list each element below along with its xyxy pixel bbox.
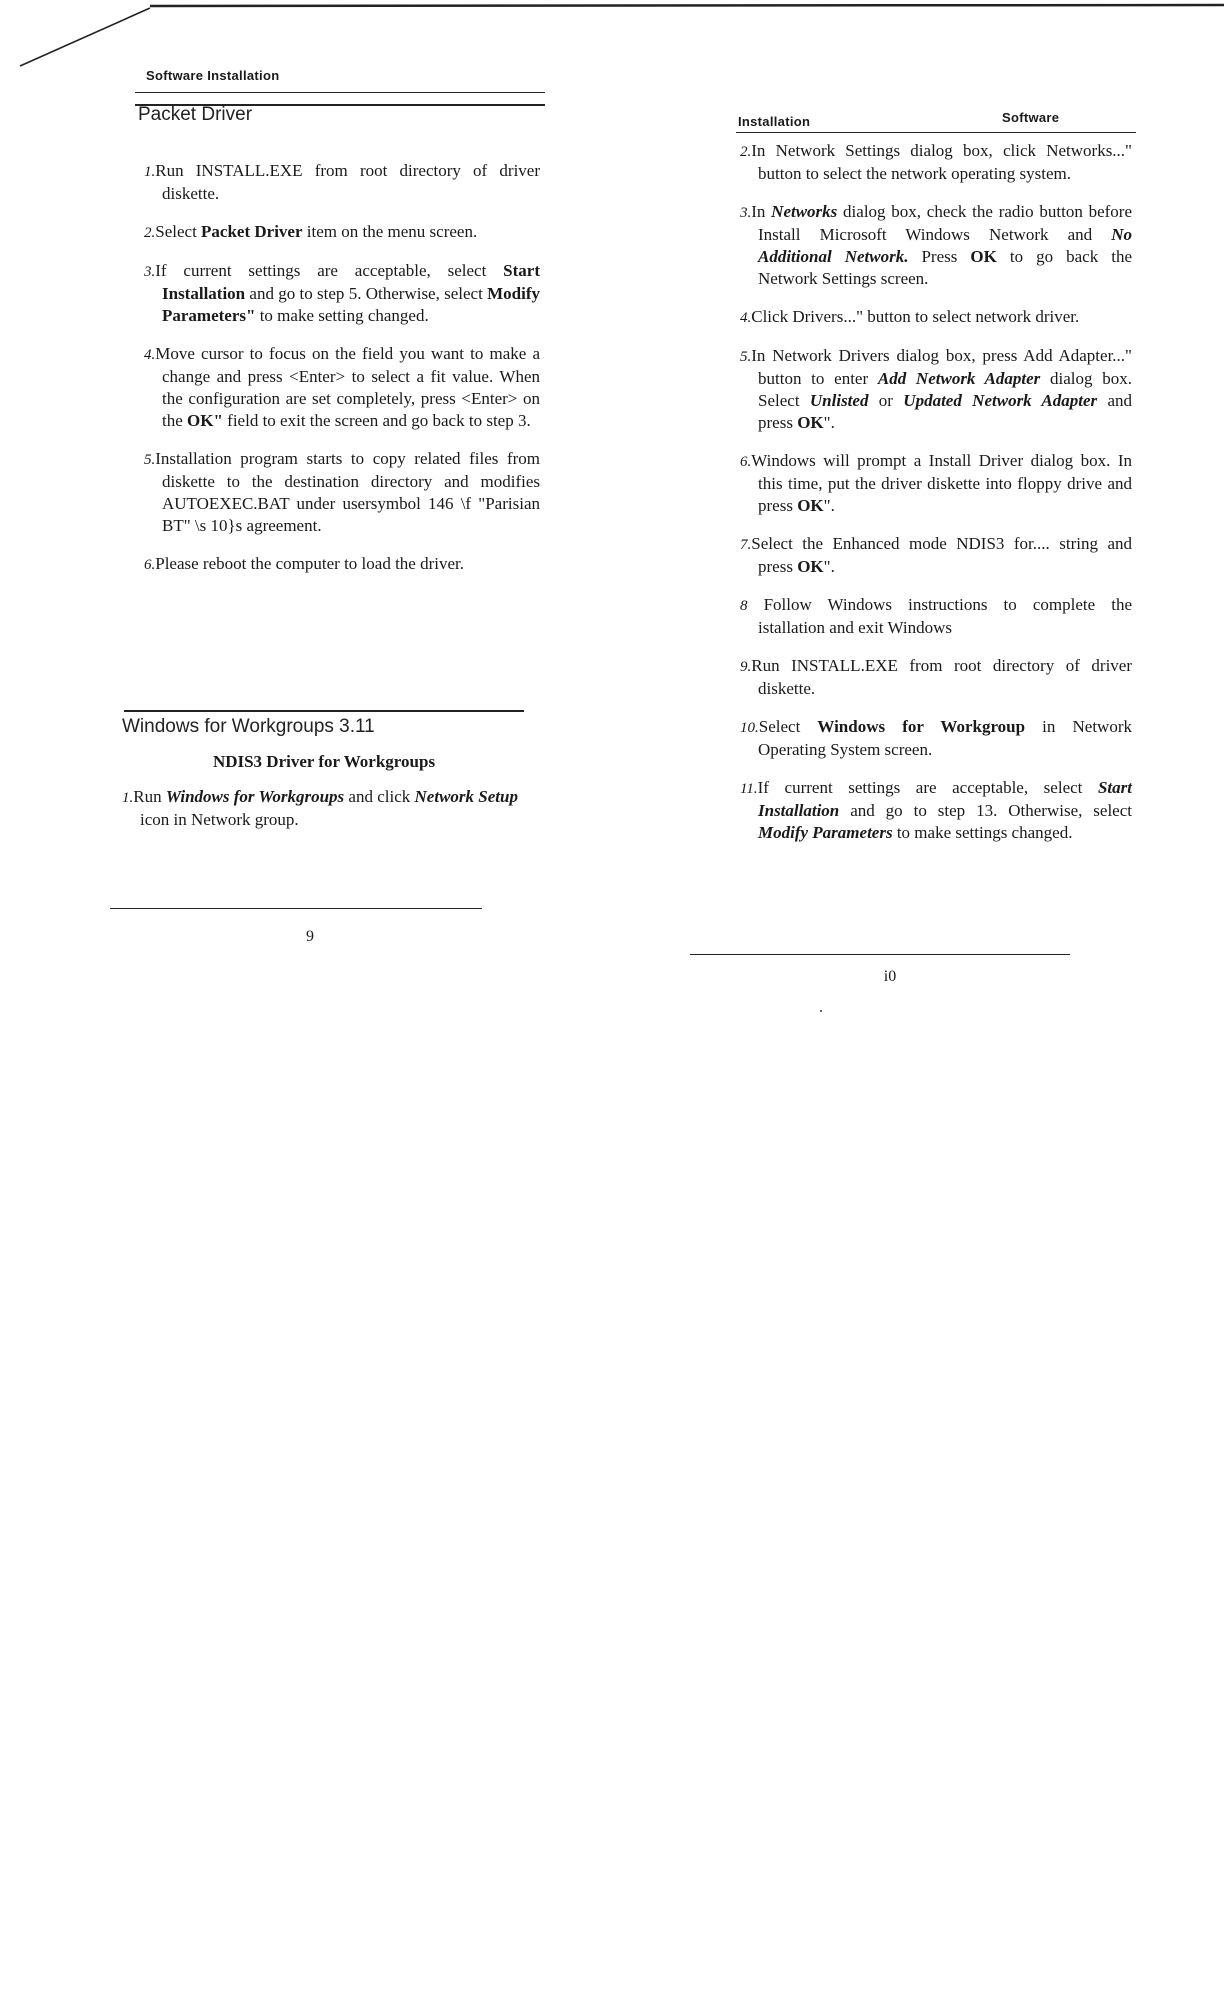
- step-text-segment: Unlisted: [809, 391, 869, 410]
- step-text-segment: and press: [758, 391, 1133, 432]
- step-text: [740, 306, 1132, 329]
- step-text-segment: and go to step 13. Otherwise, select: [839, 801, 1132, 820]
- step-text-segment: or: [868, 391, 904, 410]
- left-footer-rule: [110, 908, 482, 909]
- left-steps-list: [144, 160, 540, 592]
- step-number: 3.: [740, 205, 752, 221]
- step-text: [740, 345, 1132, 434]
- step-text: [122, 786, 518, 831]
- step-text-segment: Windows will prompt a Install Driver dialog box. In this time, put the driver diskette into floppy drive and press: [751, 451, 1132, 515]
- step-text: [144, 260, 540, 327]
- step-text-segment: Add Network Adapter: [877, 369, 1041, 388]
- list-item: [740, 306, 1132, 329]
- right-page-number: i0: [883, 968, 897, 985]
- step-number: 5.: [740, 349, 752, 365]
- step-text-segment: Start Installation: [758, 778, 1132, 820]
- step-text-segment: ".: [823, 413, 835, 432]
- section-title-packet-driver: Packet Driver: [138, 104, 253, 125]
- step-text-segment: Packet Driver: [201, 222, 303, 241]
- step-text-segment: Press: [908, 247, 971, 266]
- step-text-segment: Select: [758, 717, 818, 736]
- step-text-segment: ".: [823, 557, 835, 576]
- right-footer-rule: [690, 954, 1070, 955]
- step-text-segment: dialog box, check the radio button before Install Microsoft Windows Network and: [758, 202, 1132, 244]
- step-text-segment: Modify Parameters": [162, 284, 540, 325]
- step-number: 11.: [740, 781, 758, 797]
- list-item: [144, 221, 540, 244]
- left-page-number: 9: [306, 928, 314, 945]
- left-running-head: Software Installation: [146, 68, 280, 83]
- step-text-segment: Network Setup: [414, 787, 518, 806]
- step-text-segment: item on the menu screen.: [302, 222, 478, 241]
- list-item: [740, 533, 1132, 578]
- step-text-segment: and go to step 5. Otherwise, select: [245, 284, 488, 303]
- left-head-rule-thin: [135, 92, 545, 93]
- step-number: 2.: [144, 225, 156, 241]
- step-text: [740, 777, 1132, 844]
- section-subtitle-ndis3: NDIS3 Driver for Workgroups: [212, 752, 436, 771]
- list-item: [144, 260, 540, 327]
- step-number: 3.: [144, 264, 156, 280]
- list-item: [144, 448, 540, 537]
- list-item: [144, 553, 540, 576]
- list-item: [144, 160, 540, 205]
- right-steps-list: [740, 140, 1132, 860]
- list-item: [144, 343, 540, 432]
- step-text-segment: INSTALL.EXE: [791, 656, 898, 675]
- section-title-windows-workgroups: Windows for Workgroups 3.11: [122, 716, 375, 737]
- step-text-segment: ".: [823, 496, 835, 515]
- step-text: [740, 655, 1132, 700]
- step-text-segment: If current settings are acceptable, select: [155, 261, 504, 280]
- step-text-segment: No Additional Network.: [758, 225, 1132, 266]
- step-number: 7.: [740, 537, 752, 553]
- step-number: 5.: [144, 452, 156, 468]
- right-running-head-right: Software: [1002, 110, 1060, 125]
- step-text: [740, 716, 1132, 761]
- step-text-segment: icon in Network group.: [140, 810, 299, 829]
- step-text: [144, 553, 540, 576]
- step-text-segment: field to exit the screen and go back to step 3.: [222, 411, 531, 430]
- step-text-segment: to go back the Network Settings screen.: [758, 247, 1132, 288]
- step-text-segment: Please reboot the computer to load the driver.: [155, 554, 464, 573]
- step-number: 4.: [740, 310, 752, 326]
- step-number: 4.: [144, 347, 156, 363]
- step-text: [144, 221, 540, 244]
- step-text-segment: Move cursor to focus on the field you want to make a change and press <Enter> to select a fit value. When the configuration are set completely, press <Enter> on the: [155, 344, 540, 430]
- list-item: [740, 655, 1132, 700]
- step-text-segment: OK: [797, 496, 824, 515]
- step-text-segment: Installation program starts to copy related files from diskette to the destination directory and modifies AUTOEXEC.BAT under usersymbol 146 \f "Parisian BT" \s 10}s agreement.: [155, 449, 540, 535]
- scan-speck: [820, 1010, 822, 1012]
- step-text: [740, 450, 1132, 517]
- step-text-segment: OK: [970, 247, 997, 266]
- step-text-segment: and click: [344, 787, 415, 806]
- list-item: [122, 786, 518, 831]
- step-text: [740, 201, 1132, 290]
- step-text: [144, 160, 540, 205]
- step-text-segment: Select: [155, 222, 202, 241]
- step-text: [740, 594, 1132, 639]
- step-text: [144, 448, 540, 537]
- step-text-segment: Windows for Workgroups: [165, 787, 345, 806]
- step-text-segment: In Network Drivers dialog box, press Add Adapter..." button to enter: [751, 346, 1132, 388]
- list-item: [740, 201, 1132, 290]
- left-steps2-list: [122, 786, 518, 847]
- step-number: 8: [740, 598, 748, 614]
- step-text: [740, 140, 1132, 185]
- step-text-segment: Modify Parameters: [758, 823, 893, 842]
- right-running-head-left: Installation: [738, 114, 811, 129]
- step-text-segment: to make settings changed.: [892, 823, 1073, 842]
- step-text-segment: Click Drivers..." button to select network driver.: [751, 307, 1080, 326]
- right-head-rule: [736, 132, 1136, 133]
- step-text-segment: Networks: [771, 202, 838, 221]
- step-number: 1.: [122, 790, 134, 806]
- step-text-segment: from root directory of driver diskette.: [758, 656, 1132, 698]
- step-number: 10.: [740, 720, 759, 736]
- step-text-segment: Start Installation: [162, 261, 540, 303]
- step-number: 6.: [144, 557, 156, 573]
- step-number: 2.: [740, 144, 752, 160]
- step-text-segment: in Network Operating System screen.: [758, 717, 1132, 759]
- list-item: [740, 140, 1132, 185]
- list-item: [740, 450, 1132, 517]
- section2-rule: [124, 710, 524, 712]
- step-text-segment: If current settings are acceptable, select: [757, 778, 1098, 797]
- step-number: 1.: [144, 164, 156, 180]
- step-number: 9.: [740, 659, 752, 675]
- step-text-segment: OK: [797, 413, 824, 432]
- step-text-segment: Windows for Workgroup: [817, 717, 1026, 736]
- step-text-segment: dialog box. Select: [758, 369, 1132, 410]
- step-text-segment: OK: [797, 557, 824, 576]
- step-text-segment: OK": [187, 411, 223, 430]
- step-text-segment: Updated Network Adapter: [903, 391, 1098, 410]
- list-item: [740, 777, 1132, 844]
- step-text-segment: Run INSTALL.EXE from root directory of driver diskette.: [155, 161, 540, 203]
- list-item: [740, 594, 1132, 639]
- step-number: 6.: [740, 454, 752, 470]
- step-text-segment: Run: [751, 656, 792, 675]
- step-text-segment: to make setting changed.: [255, 306, 429, 325]
- step-text-segment: Run: [133, 787, 166, 806]
- step-text: [740, 533, 1132, 578]
- list-item: [740, 345, 1132, 434]
- step-text-segment: In: [751, 202, 772, 221]
- step-text-segment: In Network Settings dialog box, click Networks..." button to select the network operating system.: [751, 141, 1132, 183]
- step-text-segment: Select the Enhanced mode NDIS3 for.... string and press: [751, 534, 1132, 576]
- step-text: [144, 343, 540, 432]
- step-text-segment: Follow Windows instructions to complete the istallation and exit Windows: [747, 595, 1132, 637]
- list-item: [740, 716, 1132, 761]
